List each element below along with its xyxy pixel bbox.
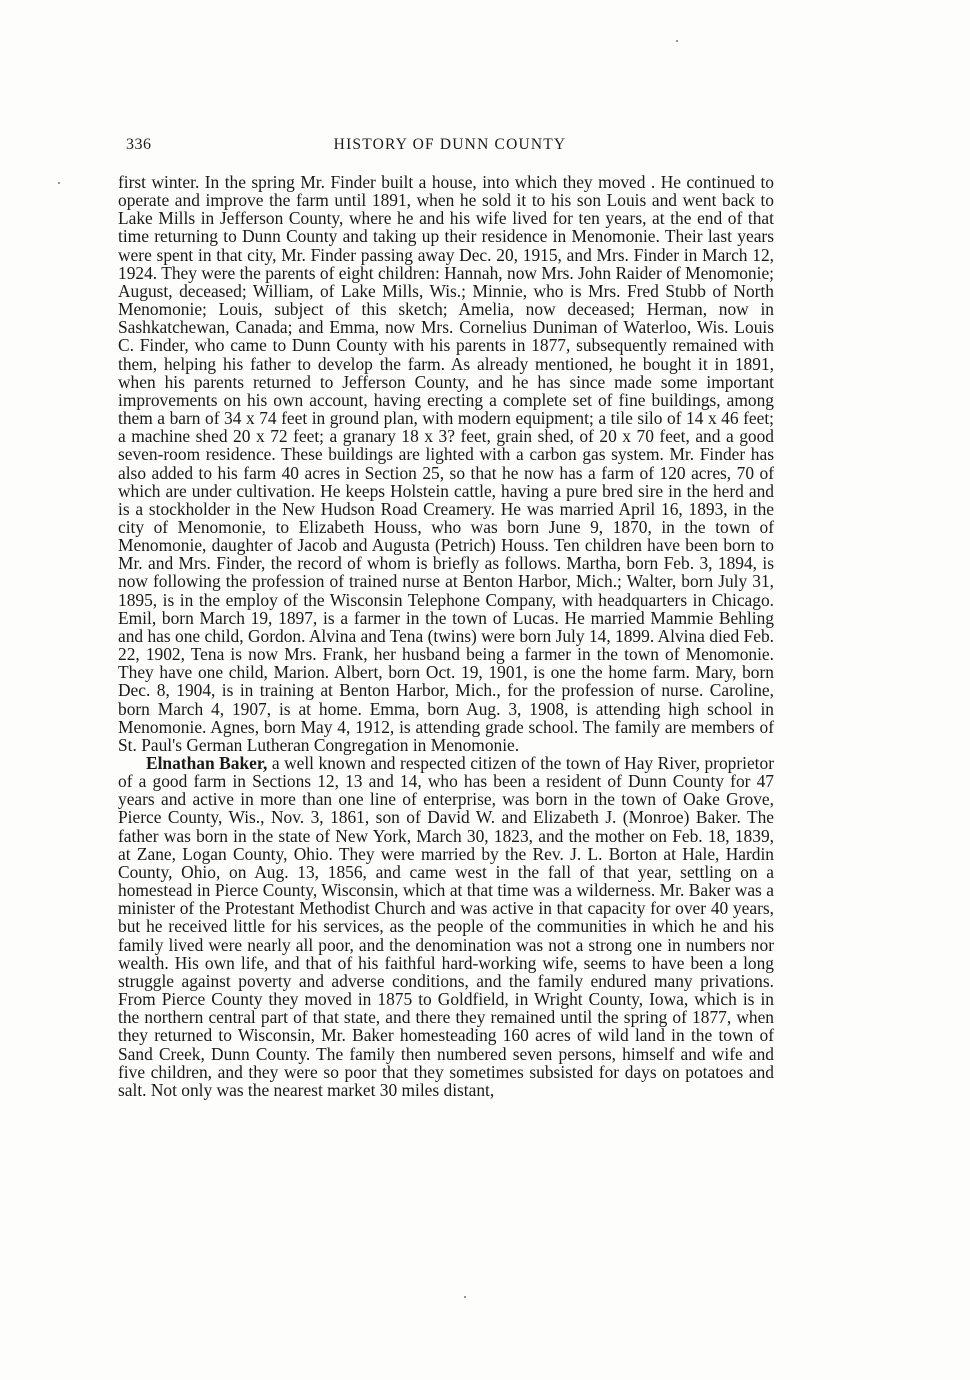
subject-name: Elnathan Baker, [146, 753, 268, 773]
paragraph-baker [118, 754, 774, 1099]
scan-speck [58, 182, 60, 184]
body-text [118, 173, 774, 1099]
page-number: 336 [126, 136, 152, 153]
running-head: HISTORY OF DUNN COUNTY [333, 136, 567, 153]
paragraph-finder: first winter. In the spring Mr. Finder built a house, into which they moved . He continued to operate and improve the farm until 1891, when he sold it to his son Louis and went back to Lake Mills in Jefferson County, where he and his wife lived for ten years, at the end of that time returning to Dunn County and taking up their residence in Menomonie. Their last years were spent in that city, Mr. Finder passing away Dec. 20, 1915, and Mrs. Finder in March 12, 1924. They were the parents of eight children: Hannah, now Mrs. John Raider of Menomonie; August, deceased; William, of Lake Mills, Wis.; Minnie, who is Mrs. Fred Stubb of North Menomonie; Louis, subject of this sketch; Amelia, now deceased; Herman, now in Sashkatchewan, Canada; and Emma, now Mrs. Cornelius Duniman of Waterloo, Wis. Louis C. Finder, who came to Dunn County with his parents in 1877, subsequently remained with them, helping his father to develop the farm. As already mentioned, he bought it in 1891, when his parents returned to Jefferson County, and he has since made some important improvements on his own account, having erecting a complete set of fine buildings, among them a barn of 34 x 74 feet in ground plan, with modern equipment; a tile silo of 14 x 46 feet; a machine shed 20 x 72 feet; a granary 18 x 3? feet, grain shed, of 20 x 70 feet, and a good seven-room residence. These buildings are lighted with a carbon gas system. Mr. Finder has also added to his farm 40 acres in Section 25, so that he now has a farm of 120 acres, 70 of which are under cultivation. He keeps Holstein cattle, having a pure bred sire in the herd and is a stockholder in the New Hudson Road Creamery. He was married April 16, 1893, in the city of Menomonie, to Elizabeth Houss, who was born June 9, 1870, in the town of Menomonie, daughter of Jacob and Augusta (Petrich) Houss. Ten children have been born to Mr. and Mrs. Finder, the record of whom is briefly as follows. Martha, born Feb. 3, 1894, is now following the profession of trained nurse at Benton Harbor, Mich.; Walter, born July 31, 1895, is in the employ of the Wisconsin Telephone Company, with headquarters in Chicago. Emil, born March 19, 1897, is a farmer in the town of Lucas. He married Mammie Behling and has one child, Gordon. Alvina and Tena (twins) were born July 14, 1899. Alvina died Feb. 22, 1902, Tena is now Mrs. Frank, her husband being a farmer in the town of Menomonie. They have one child, Marion. Albert, born Oct. 19, 1901, is one the home farm. Mary, born Dec. 8, 1904, is in training at Benton Harbor, Mich., for the profession of nurse. Caroline, born March 4, 1907, is at home. Emma, born Aug. 3, 1908, is attending high school in Menomonie. Agnes, born May 4, 1912, is attending grade school. The family are members of St. Paul's German Lutheran Congregation in Menomonie. [118, 172, 774, 755]
scan-speck [464, 1296, 466, 1298]
scan-speck [676, 40, 678, 42]
page-header [126, 136, 774, 160]
paragraph-baker-text: a well known and respected citizen of the town of Hay River, proprietor of a good farm in Sections 12, 13 and 14, who has been a resident of Dunn County for 47 years and active in more than one line of enterprise, was born in the town of Oake Grove, Pierce County, Wis., Nov. 3, 1861, son of David W. and Elizabeth J. (Monroe) Baker. The father was born in the state of New York, March 30, 1823, and the mother on Feb. 18, 1839, at Zane, Logan County, Ohio. They were married by the Rev. J. L. Borton at Hale, Hardin County, Ohio, on Aug. 13, 1856, and came west in the fall of that year, settling on a homestead in Pierce County, Wisconsin, which at that time was a wilderness. Mr. Baker was a minister of the Protestant Methodist Church and was active in that capacity for over 40 years, but he received little for his services, as the people of the communities in which he and his family lived were nearly all poor, and the denomination was not a strong one in numbers nor wealth. His own life, and that of his faithful hard-working wife, seems to have been a long struggle against poverty and adverse conditions, and the family endured many privations. From Pierce County they moved in 1875 to Goldfield, in Wright County, Iowa, which is in the northern central part of that state, and there they remained until the spring of 1877, when they returned to Wisconsin, Mr. Baker homesteading 160 acres of wild land in the town of Sand Creek, Dunn County. The family then numbered seven persons, himself and wife and five children, and they were so poor that they sometimes subsisted for days on potatoes and salt. Not only was the nearest market 30 miles distant, [118, 753, 774, 1100]
